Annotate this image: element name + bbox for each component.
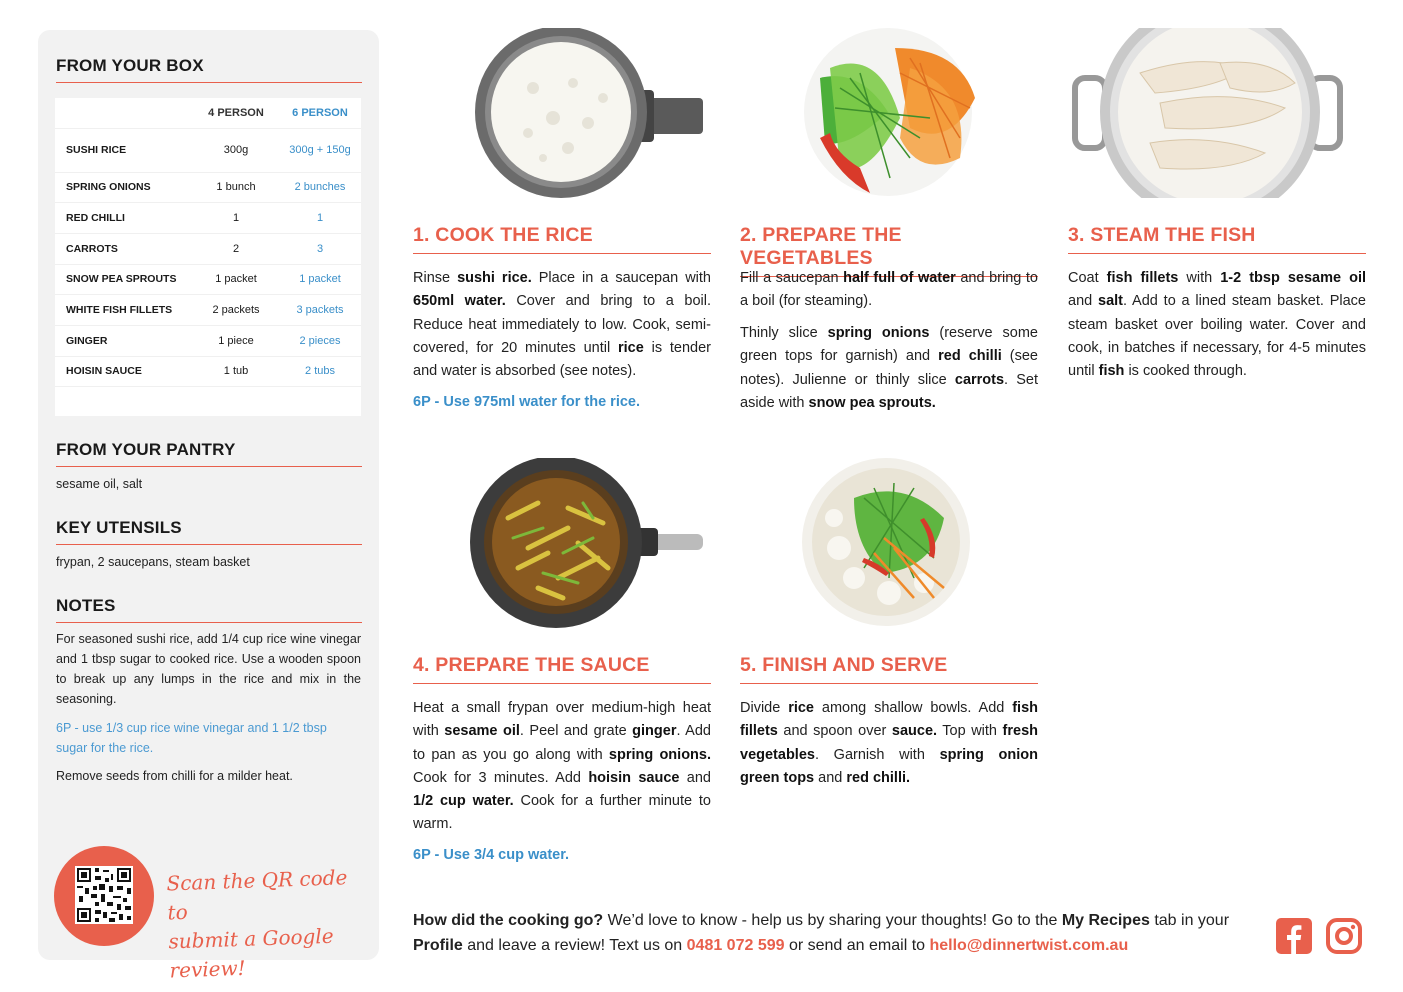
table-row [55,128,361,172]
ingredient-4p: 300g [193,128,279,172]
text-run: . Add to pan as you go along with [413,723,711,763]
text-run-bold: 1/2 cup water. [413,793,514,810]
step-4-title: 4. PREPARE THE SAUCE [413,654,711,684]
text-run: and [1068,293,1099,310]
step-3-text [1068,267,1366,383]
sidebar-panel [38,30,379,983]
ingredient-6p: 300g + 150g [279,128,361,172]
ingredient-6p: 2 pieces [279,325,361,356]
table-row [55,295,361,326]
ingredient-4p: 1 piece [193,325,279,356]
ingredient-6p: 1 [279,203,361,234]
ingredient-4p: 2 [193,233,279,264]
text-run-bold: carrots [954,371,1005,388]
step-5-title: 5. FINISH AND SERVE [740,654,1038,684]
step-3-title: 3. STEAM THE FISH [1068,224,1366,254]
step-4-note: 6P - Use 3/4 cup water. [413,847,570,863]
text-run-bold: half full of water [843,270,956,286]
feedback-footer [413,908,1263,958]
text-run: . Peel and grate [519,723,633,740]
text-run-bold: rice [788,700,814,716]
ingredient-6p: 3 packets [279,295,361,326]
text-run-bold: red chilli. [846,769,911,786]
text-run-bold: snow pea sprouts. [808,394,936,411]
ingredient-name: HOISIN SAUCE [55,356,193,387]
ingredient-name: RED CHILLI [55,203,193,234]
text-run: Coat [1068,270,1107,286]
text-run: with [1178,270,1221,286]
text-run-bold: fish fillets [1106,270,1179,286]
text-run-bold: fresh vegetables [740,723,1038,763]
text-run: (reserve some green tops for garnish) and [740,325,1038,365]
ingredient-6p: 3 [279,233,361,264]
ingredient-name: SNOW PEA SPROUTS [55,264,193,295]
ingredient-4p: 1 bunch [193,172,279,203]
step-1-text [413,267,711,383]
pantry-title: FROM YOUR PANTRY [56,440,362,467]
qr-line-1: Scan the QR code to [166,865,348,925]
ingredient-6p: 2 tubs [279,356,361,387]
header-name [55,98,193,128]
text-run-bold: salt [1098,293,1124,310]
step-1-note: 6P - Use 975ml water for the rice. [413,394,641,410]
text-run: Top with [937,723,1003,740]
ingredient-4p: 1 [193,203,279,234]
qr-code-badge[interactable] [54,846,154,946]
notes-paragraph-2: 6P - use 1/3 cup rice wine vinegar and 1 1/2 tbsp sugar for the rice. [56,721,327,755]
ingredient-name: SUSHI RICE [55,128,193,172]
table-row [55,325,361,356]
text-run: and spoon over [777,723,892,740]
ingredient-name: SPRING ONIONS [55,172,193,203]
step-4-photo [468,458,708,633]
text-run: . Garnish with [814,746,940,763]
header-6-person: 6 PERSON [279,98,361,128]
text-run: among shallow bowls. Add [814,700,1013,716]
table-row [55,233,361,264]
qr-code-icon [75,866,133,924]
step-5-photo [794,458,984,633]
step-1-title: 1. COOK THE RICE [413,224,711,254]
step-2-title: 2. PREPARE THE VEGETABLES [740,224,1038,277]
table-row [55,172,361,203]
text-run: and leave a review! Text us on [462,937,687,954]
table-row [55,203,361,234]
text-run-bold: sesame oil [444,723,520,740]
ingredient-4p: 2 packets [193,295,279,326]
text-run: Place in a saucepan with [531,270,711,286]
text-run-bold: fish [1098,363,1125,380]
text-run: Cook for a further minute to warm. [413,793,712,833]
header-4-person: 4 PERSON [193,98,279,128]
step-1-photo [463,28,703,203]
phone-link[interactable]: 0481 072 599 [686,937,785,954]
email-link[interactable]: hello@dinnertwist.com.au [929,937,1129,954]
text-run-bold: spring onion green tops [740,746,1038,786]
footer-question: How did the cooking go? [413,912,604,929]
text-run-bold: 1-2 tbsp sesame oil [1220,270,1367,286]
qr-review-text [166,863,370,986]
ingredient-name: WHITE FISH FILLETS [55,295,193,326]
text-run: . Add to a lined steam basket. Place steam basket over boiling water. Cover and cook, in batches if necessary, for 4-5 minutes until [1068,293,1366,380]
text-run: tab in your [1149,912,1230,929]
text-run: Heat a small frypan over medium-high heat with [413,700,711,740]
ingredient-4p: 1 tub [193,356,279,387]
instagram-icon[interactable] [1326,918,1362,954]
text-run: . Set aside with [740,371,1038,411]
text-run: (see notes). Julienne or thinly slice [740,348,1038,388]
notes-paragraph-3: Remove seeds from chilli for a milder heat. [56,769,293,783]
text-run: or send an email to [784,937,930,954]
text-run-bold: spring onions. [608,746,711,763]
text-run: and [679,769,711,786]
table-header-row [55,98,361,128]
text-run-bold: sauce. [891,723,938,740]
ingredient-name: GINGER [55,325,193,356]
ingredient-name: CARROTS [55,233,193,264]
text-run: is tender and water is absorbed (see notes). [413,339,711,380]
text-run-bold: ginger [632,723,677,740]
step-4-text [413,697,711,837]
pantry-text: sesame oil, salt [56,477,143,491]
text-run-bold: rice [618,339,644,356]
utensils-text: frypan, 2 saucepans, steam basket [56,555,250,569]
from-your-box-title: FROM YOUR BOX [56,56,362,83]
text-run-bold: spring onions [827,325,930,341]
table-row [55,264,361,295]
profile-label: Profile [413,937,463,954]
step-2-photo [800,28,990,203]
text-run: Fill a saucepan [740,270,844,286]
text-run: is cooked through. [1124,363,1247,380]
table-row [55,356,361,387]
text-run-bold: fish fillets [740,700,1038,740]
my-recipes-label: My Recipes [1061,912,1150,929]
text-run-bold: 650ml water. [413,293,506,310]
notes-paragraph-1: For seasoned sushi rice, add 1/4 cup rice wine vinegar and 1 tbsp sugar to cooked rice. Use a wooden spoon to break up any lumps in the rice and mix in the seasoning. [56,632,361,706]
ingredient-6p: 1 packet [279,264,361,295]
ingredient-6p: 2 bunches [279,172,361,203]
step-3-photo [1070,28,1350,203]
text-run: Thinly slice [740,325,828,341]
text-run: and [814,769,847,786]
notes-title: NOTES [56,596,362,623]
ingredients-table [55,98,361,416]
text-run: and bring to a boil (for steaming). [740,270,1038,310]
text-run: Cover and bring to a boil. Reduce heat immediately to low. Cook, semi-covered, for 20 minutes until [413,293,711,356]
text-run: Cook for 3 minutes. Add [413,769,589,786]
ingredient-4p: 1 packet [193,264,279,295]
text-run-bold: red chilli [938,348,1002,365]
step-2-text-a [740,267,1038,314]
facebook-icon[interactable] [1276,918,1312,954]
utensils-title: KEY UTENSILS [56,518,362,545]
text-run: We’d love to know - help us by sharing your thoughts! Go to the [603,912,1062,929]
step-5-text [740,697,1038,790]
qr-line-2: submit a Google review! [168,923,334,983]
text-run-bold: hoisin sauce [588,769,680,786]
step-2-text-b [740,322,1038,415]
text-run: Divide [740,700,789,716]
text-run-bold: sushi rice. [457,270,532,286]
text-run: Rinse [413,270,458,286]
